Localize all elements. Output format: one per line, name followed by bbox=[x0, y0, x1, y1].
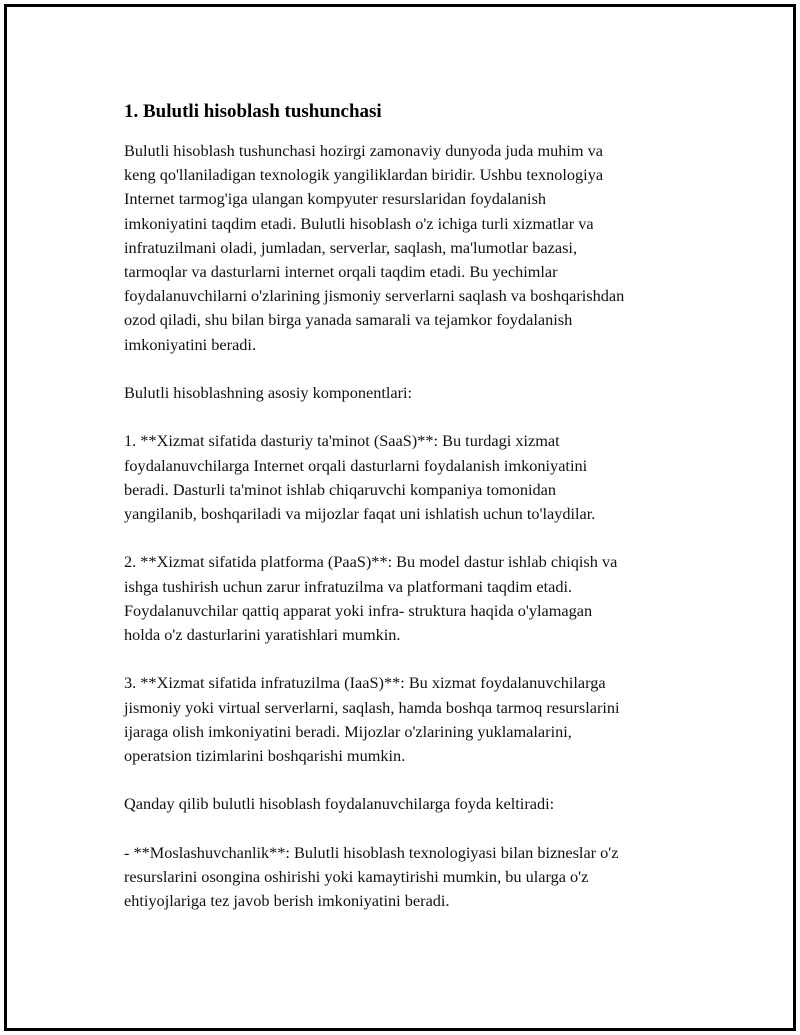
text-line: ijaraga olish imkoniyatini beradi. Mijozlar o'zlarining yuklamalarini, bbox=[124, 721, 572, 741]
document-body bbox=[124, 99, 704, 938]
page-frame bbox=[4, 4, 796, 1031]
text-line: jismoniy yoki virtual serverlarni, saqlash, hamda boshqa tarmoq resurslarini bbox=[124, 697, 620, 717]
text-line: Foydalanuvchilar qattiq apparat yoki infra- struktura haqida o'ylamagan bbox=[124, 600, 593, 620]
text-line: holda o'z dasturlarini yaratishlari mumkin. bbox=[124, 625, 401, 645]
text-line: tarmoqlar va dasturlarni internet orqali taqdim etadi. Bu yechimlar bbox=[124, 262, 558, 282]
text-line: 2. **Xizmat sifatida platforma (PaaS)**: Bu model dastur ishlab chiqish va bbox=[124, 552, 618, 572]
text-line: ehtiyojlariga tez javob berish imkoniyatini beradi. bbox=[124, 891, 450, 911]
text-line: beradi. Dasturli ta'minot ishlab chiqaruvchi kompaniya tomonidan bbox=[124, 479, 557, 499]
text-line: 1. **Xizmat sifatida dasturiy ta'minot (SaaS)**: Bu turdagi xizmat bbox=[124, 431, 560, 451]
text-line: imkoniyatini beradi. bbox=[124, 334, 257, 354]
paragraph-iaas bbox=[124, 671, 704, 768]
text-line: ishga tushirish uchun zarur infratuzilma va platformani taqdim etadi. bbox=[124, 576, 573, 596]
paragraph-benefits-heading bbox=[124, 792, 704, 816]
paragraph-saas bbox=[124, 429, 704, 526]
text-line: Internet tarmog'iga ulangan kompyuter resurslaridan foydalanish bbox=[124, 189, 547, 209]
paragraph-paas bbox=[124, 550, 704, 647]
text-line: resurslarini osongina oshirishi yoki kamaytirishi mumkin, bu ularga o'z bbox=[124, 867, 589, 886]
text-line: operatsion tizimlarini boshqarishi mumkin. bbox=[124, 746, 406, 766]
text-line: Qanday qilib bulutli hisoblash foydalanuvchilarga foyda keltiradi: bbox=[124, 794, 555, 814]
text-line: Bulutli hisoblash tushunchasi hozirgi zamonaviy dunyoda juda muhim va bbox=[124, 141, 604, 160]
text-line: foydalanuvchilarga Internet orqali dasturlarni foydalanish imkoniyatini bbox=[124, 455, 588, 475]
text-line: keng qo'llaniladigan texnologik yangiliklardan biridir. Ushbu texnologiya bbox=[124, 165, 604, 185]
paragraph-intro bbox=[124, 139, 704, 357]
page-title: 1. Bulutli hisoblash tushunchasi bbox=[124, 101, 382, 122]
text-line: Bulutli hisoblashning asosiy komponentlari: bbox=[124, 383, 413, 403]
paragraph-components-heading bbox=[124, 381, 704, 405]
text-line: ozod qiladi, shu bilan birga yanada samarali va tejamkor foydalanish bbox=[124, 310, 573, 330]
text-line: infratuzilmani oladi, jumladan, serverlar, saqlash, ma'lumotlar bazasi, bbox=[124, 237, 578, 257]
text-line: imkoniyatini taqdim etadi. Bulutli hisoblash o'z ichiga turli xizmatlar va bbox=[124, 213, 594, 233]
paragraph-flexibility bbox=[124, 841, 704, 914]
text-line: 3. **Xizmat sifatida infratuzilma (IaaS)**: Bu xizmat foydalanuvchilarga bbox=[124, 673, 606, 693]
text-line: - **Moslashuvchanlik**: Bulutli hisoblash texnologiyasi bilan bizneslar o'z bbox=[124, 842, 619, 862]
text-line: foydalanuvchilarni o'zlarining jismoniy serverlarni saqlash va boshqarishdan bbox=[124, 286, 625, 306]
text-line: yangilanib, boshqariladi va mijozlar faqat uni ishlatish uchun to'laydilar. bbox=[124, 504, 596, 524]
